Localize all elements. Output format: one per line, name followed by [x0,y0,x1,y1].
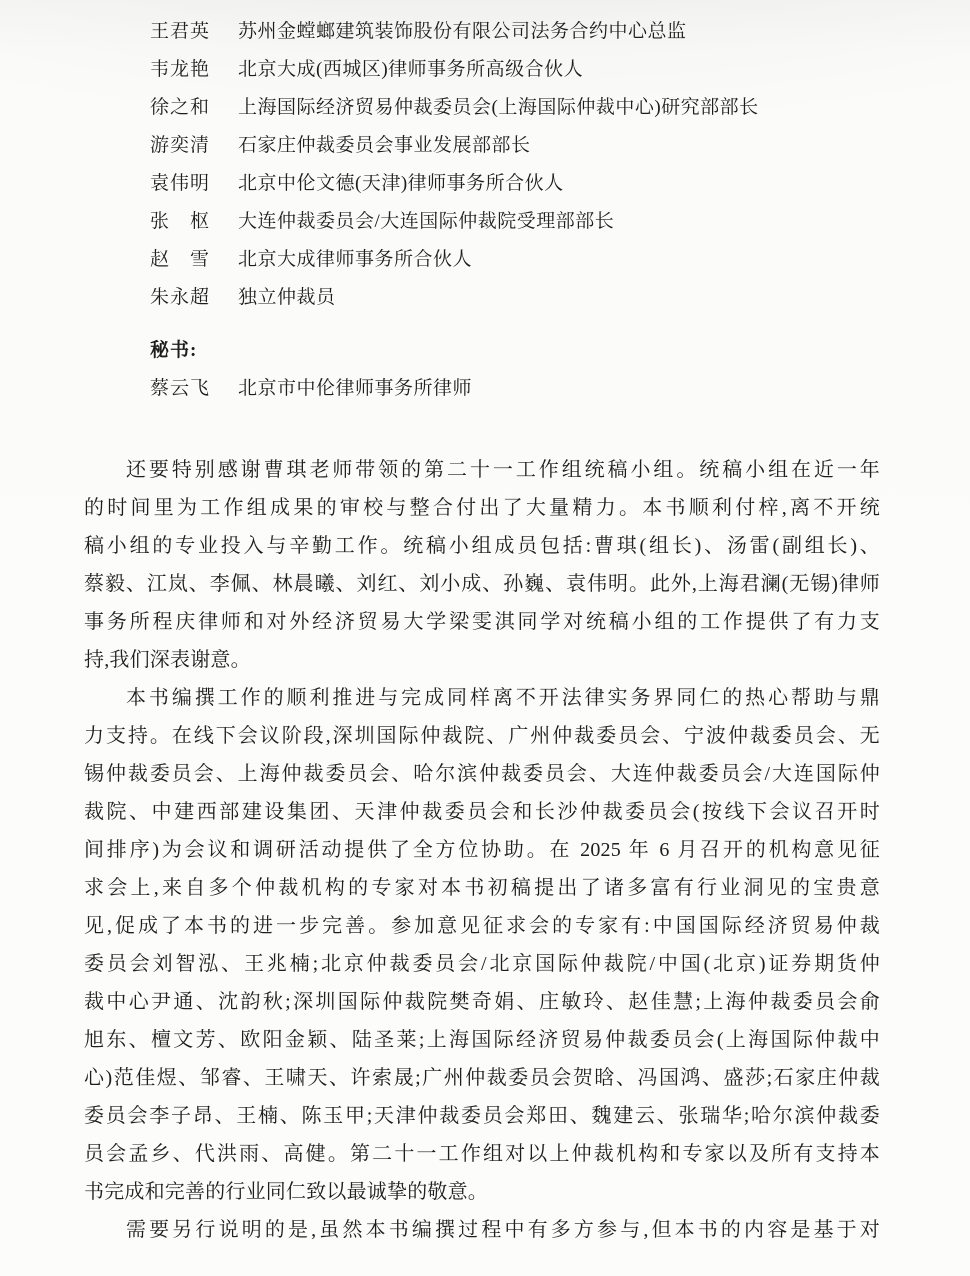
paragraph-line: 委员会李子昂、王楠、陈玉甲;天津仲裁委员会郑田、魏建云、张瑞华;哈尔滨仲裁委 [84,1105,880,1127]
contributor-row-name: 朱永超 [150,287,211,308]
secretary-member-list [150,370,472,408]
paragraph-line: 裁院、中建西部建设集团、天津仲裁委员会和长沙仲裁委员会(按线下会议召开时 [84,801,880,823]
paragraph-line: 间排序)为会议和调研活动提供了全方位协助。在 2025 年 6 月召开的机构意见征 [84,839,880,861]
contributor-row-title: 上海国际经济贸易仲裁委员会(上海国际仲裁中心)研究部部长 [238,97,759,118]
paragraph-line: 需要另行说明的是,虽然本书编撰过程中有多方参与,但本书的内容是基于对 [126,1219,880,1241]
secretary-row-name: 蔡云飞 [150,378,211,399]
contributor-row [150,279,759,317]
paragraph-line: 委员会刘智泓、王兆楠;北京仲裁委员会/北京国际仲裁院/中国(北京)证券期货仲 [84,953,880,975]
contributor-row-title: 大连仲裁委员会/大连国际仲裁院受理部部长 [238,211,615,232]
paragraph-line: 心)范佳煜、邹睿、王啸天、许索晟;广州仲裁委员会贺晗、冯国鸿、盛莎;石家庄仲裁 [84,1067,880,1089]
paragraph-line: 的时间里为工作组成果的审校与整合付出了大量精力。本书顺利付梓,离不开统 [84,497,880,519]
acknowledgment-text [84,451,880,1249]
paragraph-line: 锡仲裁委员会、上海仲裁委员会、哈尔滨仲裁委员会、大连仲裁委员会/大连国际仲 [84,763,880,785]
paragraph [84,451,880,679]
paragraph-line: 旭东、檀文芳、欧阳金颖、陆圣莱;上海国际经济贸易仲裁委员会(上海国际仲裁中 [84,1029,880,1051]
contributor-row [150,127,759,165]
paragraph-line: 蔡毅、江岚、李佩、林晨曦、刘红、刘小成、孙巍、袁伟明。此外,上海君澜(无锡)律师 [84,573,880,595]
contributor-row-name: 赵 雪 [150,249,211,270]
paragraph-line: 求会上,来自多个仲裁机构的专家对本书初稿提出了诸多富有行业洞见的宝贵意 [84,877,880,899]
contributor-row-title: 苏州金螳螂建筑装饰股份有限公司法务合约中心总监 [238,21,687,42]
paragraph [84,1211,880,1249]
paragraph-line: 力支持。在线下会议阶段,深圳国际仲裁院、广州仲裁委员会、宁波仲裁委员会、无 [84,725,880,747]
paragraph-line: 持,我们深表谢意。 [84,649,251,671]
contributor-row [150,13,759,51]
paragraph [84,679,880,1211]
contributor-row-title: 北京大成(西城区)律师事务所高级合伙人 [238,59,584,80]
contributor-row-title: 北京大成律师事务所合伙人 [238,249,473,270]
contributor-row [150,89,759,127]
contributor-row-name: 游奕清 [150,135,211,156]
contributor-row-name: 张 枢 [150,211,211,232]
contributor-row-name: 袁伟明 [150,173,211,194]
secretary-section [150,332,472,408]
contributor-row-title: 独立仲裁员 [238,287,336,308]
contributor-list [150,13,759,317]
paragraph-line: 稿小组的专业投入与辛勤工作。统稿小组成员包括:曹琪(组长)、汤雷(副组长)、 [84,535,880,557]
paragraph-line: 见,促成了本书的进一步完善。参加意见征求会的专家有:中国国际经济贸易仲裁 [84,915,880,937]
secretary-row [150,370,472,408]
paragraph-line: 员会孟乡、代洪雨、高健。第二十一工作组对以上仲裁机构和专家以及所有支持本 [84,1143,880,1165]
paragraph-line: 事务所程庆律师和对外经济贸易大学梁雯淇同学对统稿小组的工作提供了有力支 [84,611,880,633]
contributor-row [150,241,759,279]
contributor-row-name: 王君英 [150,21,211,42]
contributor-row-name: 徐之和 [150,97,211,118]
contributor-row [150,51,759,89]
paragraph-line: 书完成和完善的行业同仁致以最诚挚的敬意。 [84,1181,488,1203]
contributor-row-name: 韦龙艳 [150,59,211,80]
paragraph-line: 本书编撰工作的顺利推进与完成同样离不开法律实务界同仁的热心帮助与鼎 [126,687,880,709]
paragraph-line: 裁中心尹通、沈韵秋;深圳国际仲裁院樊奇娟、庄敏玲、赵佳慧;上海仲裁委员会俞 [84,991,880,1013]
secretary-row-title: 北京市中伦律师事务所律师 [238,378,473,399]
contributor-row [150,203,759,241]
contributor-row-title: 石家庄仲裁委员会事业发展部部长 [238,135,531,156]
paragraph-line: 还要特别感谢曹琪老师带领的第二十一工作组统稿小组。统稿小组在近一年 [126,459,880,481]
contributor-row-title: 北京中伦文德(天津)律师事务所合伙人 [238,173,564,194]
contributor-row [150,165,759,203]
secretary-heading: 秘书: [150,340,198,361]
